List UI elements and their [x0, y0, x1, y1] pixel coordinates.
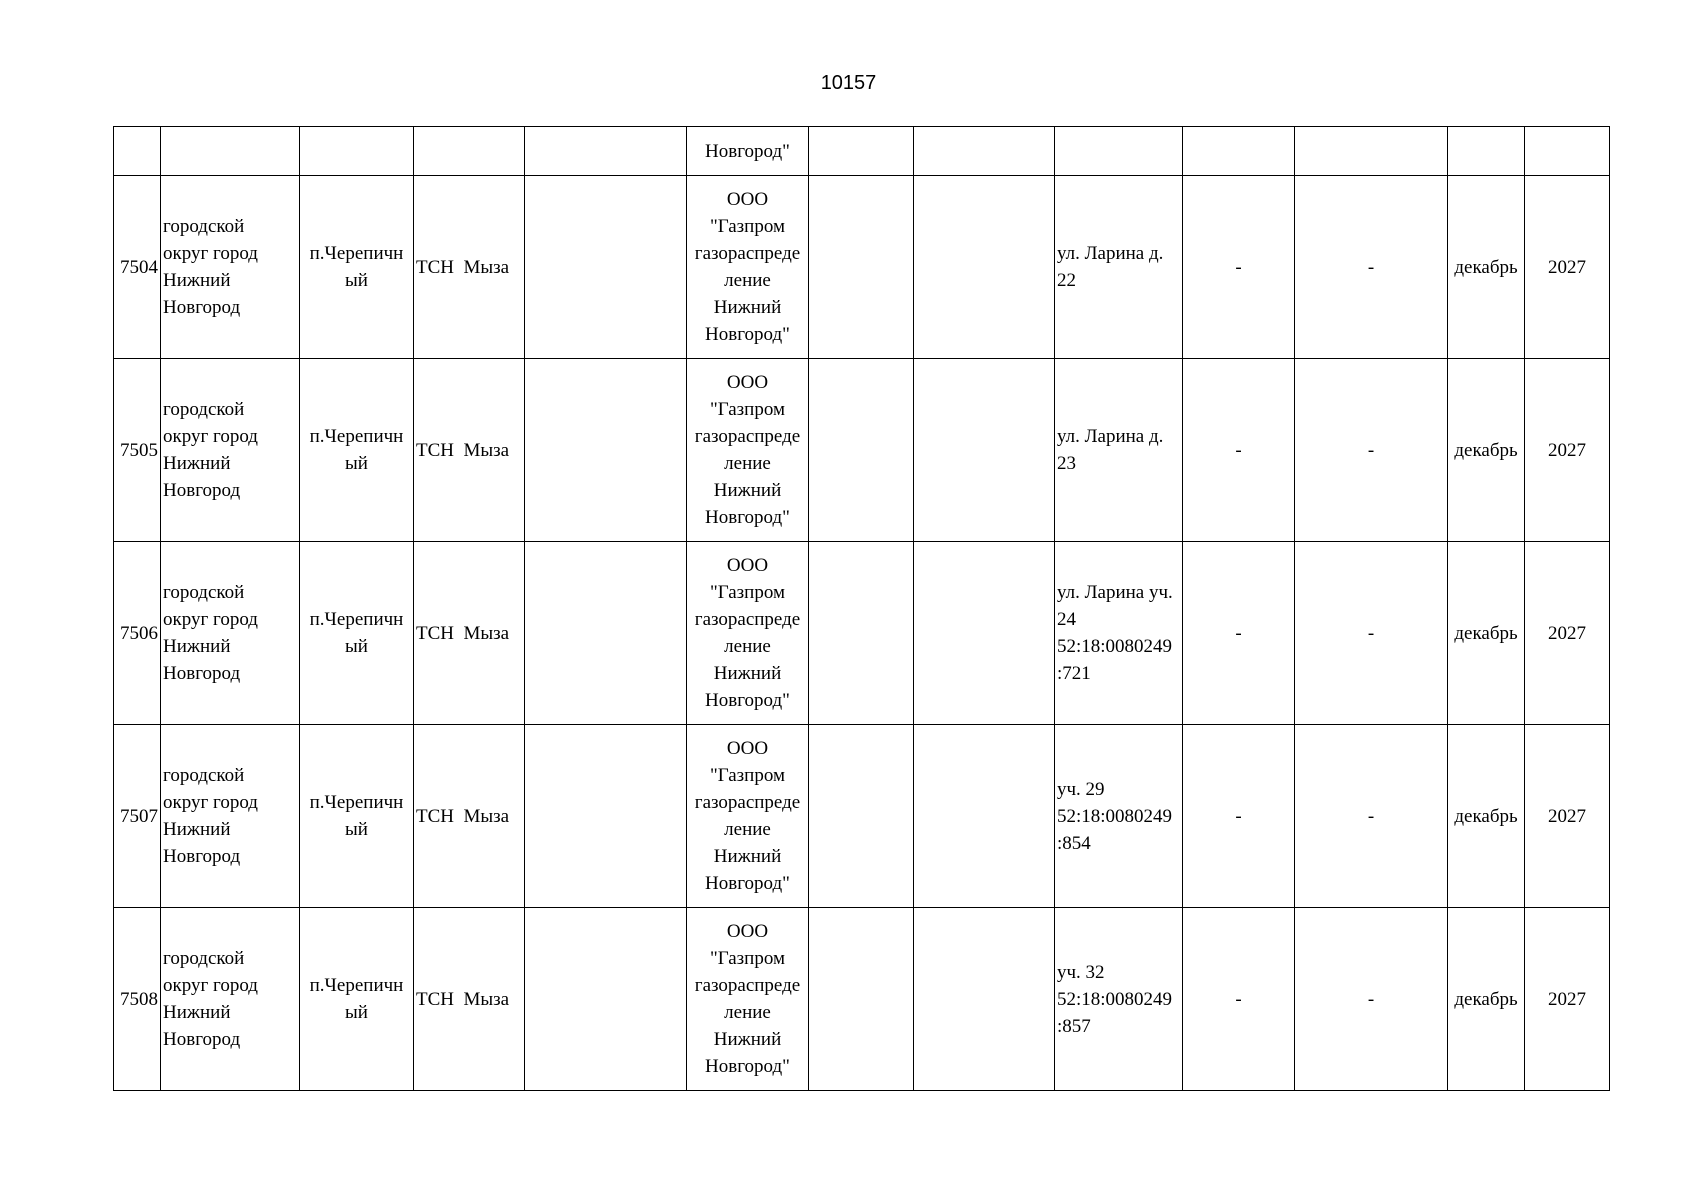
row-number: 7504 — [114, 176, 161, 359]
year-cell: 2027 — [1525, 725, 1610, 908]
empty-cell — [525, 359, 687, 542]
object-cell: ТСН Мыза — [414, 176, 525, 359]
empty-cell — [525, 176, 687, 359]
locality-cell: п.Черепичн ый — [300, 542, 414, 725]
address-cell: ул. Ларина д. 23 — [1055, 359, 1183, 542]
year-cell: 2027 — [1525, 542, 1610, 725]
continued-row — [114, 127, 1610, 176]
month-cell: декабрь — [1448, 908, 1525, 1091]
address-cell: ул. Ларина д. 22 — [1055, 176, 1183, 359]
object-cell: ТСН Мыза — [414, 725, 525, 908]
locality-cell: п.Черепичн ый — [300, 908, 414, 1091]
district-cell: городской округ город Нижний Новгород — [161, 176, 300, 359]
object-cell: ТСН Мыза — [414, 542, 525, 725]
empty-cell — [525, 725, 687, 908]
dash-cell: - — [1183, 725, 1295, 908]
empty-cell — [809, 359, 914, 542]
dash-cell: - — [1183, 908, 1295, 1091]
row-number: 7508 — [114, 908, 161, 1091]
empty-cell — [809, 908, 914, 1091]
dash-cell: - — [1183, 542, 1295, 725]
org-cell: ООО "Газпром газораспреде ление Нижний Новгород" — [687, 725, 809, 908]
empty-cell — [525, 908, 687, 1091]
empty-cell — [914, 908, 1055, 1091]
empty-cell — [809, 725, 914, 908]
row-number: 7507 — [114, 725, 161, 908]
district-cell: городской округ город Нижний Новгород — [161, 359, 300, 542]
locality-cell: п.Черепичн ый — [300, 176, 414, 359]
org-cell: ООО "Газпром газораспреде ление Нижний Новгород" — [687, 176, 809, 359]
year-cell: 2027 — [1525, 908, 1610, 1091]
dash-cell: - — [1183, 359, 1295, 542]
org-cell: ООО "Газпром газораспреде ление Нижний Новгород" — [687, 359, 809, 542]
locality-cell: п.Черепичн ый — [300, 725, 414, 908]
empty-cell — [809, 176, 914, 359]
empty-cell — [914, 542, 1055, 725]
table-row — [114, 542, 1610, 725]
empty-cell — [914, 176, 1055, 359]
row-number: 7506 — [114, 542, 161, 725]
table-row — [114, 725, 1610, 908]
dash-cell: - — [1295, 542, 1448, 725]
table-row — [114, 908, 1610, 1091]
month-cell: декабрь — [1448, 542, 1525, 725]
table-row — [114, 176, 1610, 359]
dash-cell: - — [1295, 725, 1448, 908]
month-cell: декабрь — [1448, 359, 1525, 542]
month-cell: декабрь — [1448, 176, 1525, 359]
dash-cell: - — [1295, 908, 1448, 1091]
month-cell: декабрь — [1448, 725, 1525, 908]
dash-cell: - — [1183, 176, 1295, 359]
district-cell: городской округ город Нижний Новгород — [161, 542, 300, 725]
address-cell: ул. Ларина уч. 24 52:18:0080249 :721 — [1055, 542, 1183, 725]
year-cell: 2027 — [1525, 359, 1610, 542]
object-cell: ТСН Мыза — [414, 908, 525, 1091]
empty-cell — [914, 725, 1055, 908]
org-cell: Новгород" — [687, 127, 809, 176]
row-number: 7505 — [114, 359, 161, 542]
locality-cell: п.Черепичн ый — [300, 359, 414, 542]
address-cell: уч. 32 52:18:0080249 :857 — [1055, 908, 1183, 1091]
empty-cell — [525, 542, 687, 725]
data-table — [113, 126, 1610, 1091]
dash-cell: - — [1295, 176, 1448, 359]
district-cell: городской округ город Нижний Новгород — [161, 725, 300, 908]
dash-cell: - — [1295, 359, 1448, 542]
object-cell: ТСН Мыза — [414, 359, 525, 542]
address-cell: уч. 29 52:18:0080249 :854 — [1055, 725, 1183, 908]
table-row — [114, 359, 1610, 542]
empty-cell — [914, 359, 1055, 542]
page-number: 10157 — [820, 72, 877, 94]
empty-cell — [809, 542, 914, 725]
year-cell: 2027 — [1525, 176, 1610, 359]
org-cell: ООО "Газпром газораспреде ление Нижний Новгород" — [687, 908, 809, 1091]
district-cell: городской округ город Нижний Новгород — [161, 908, 300, 1091]
org-cell: ООО "Газпром газораспреде ление Нижний Новгород" — [687, 542, 809, 725]
